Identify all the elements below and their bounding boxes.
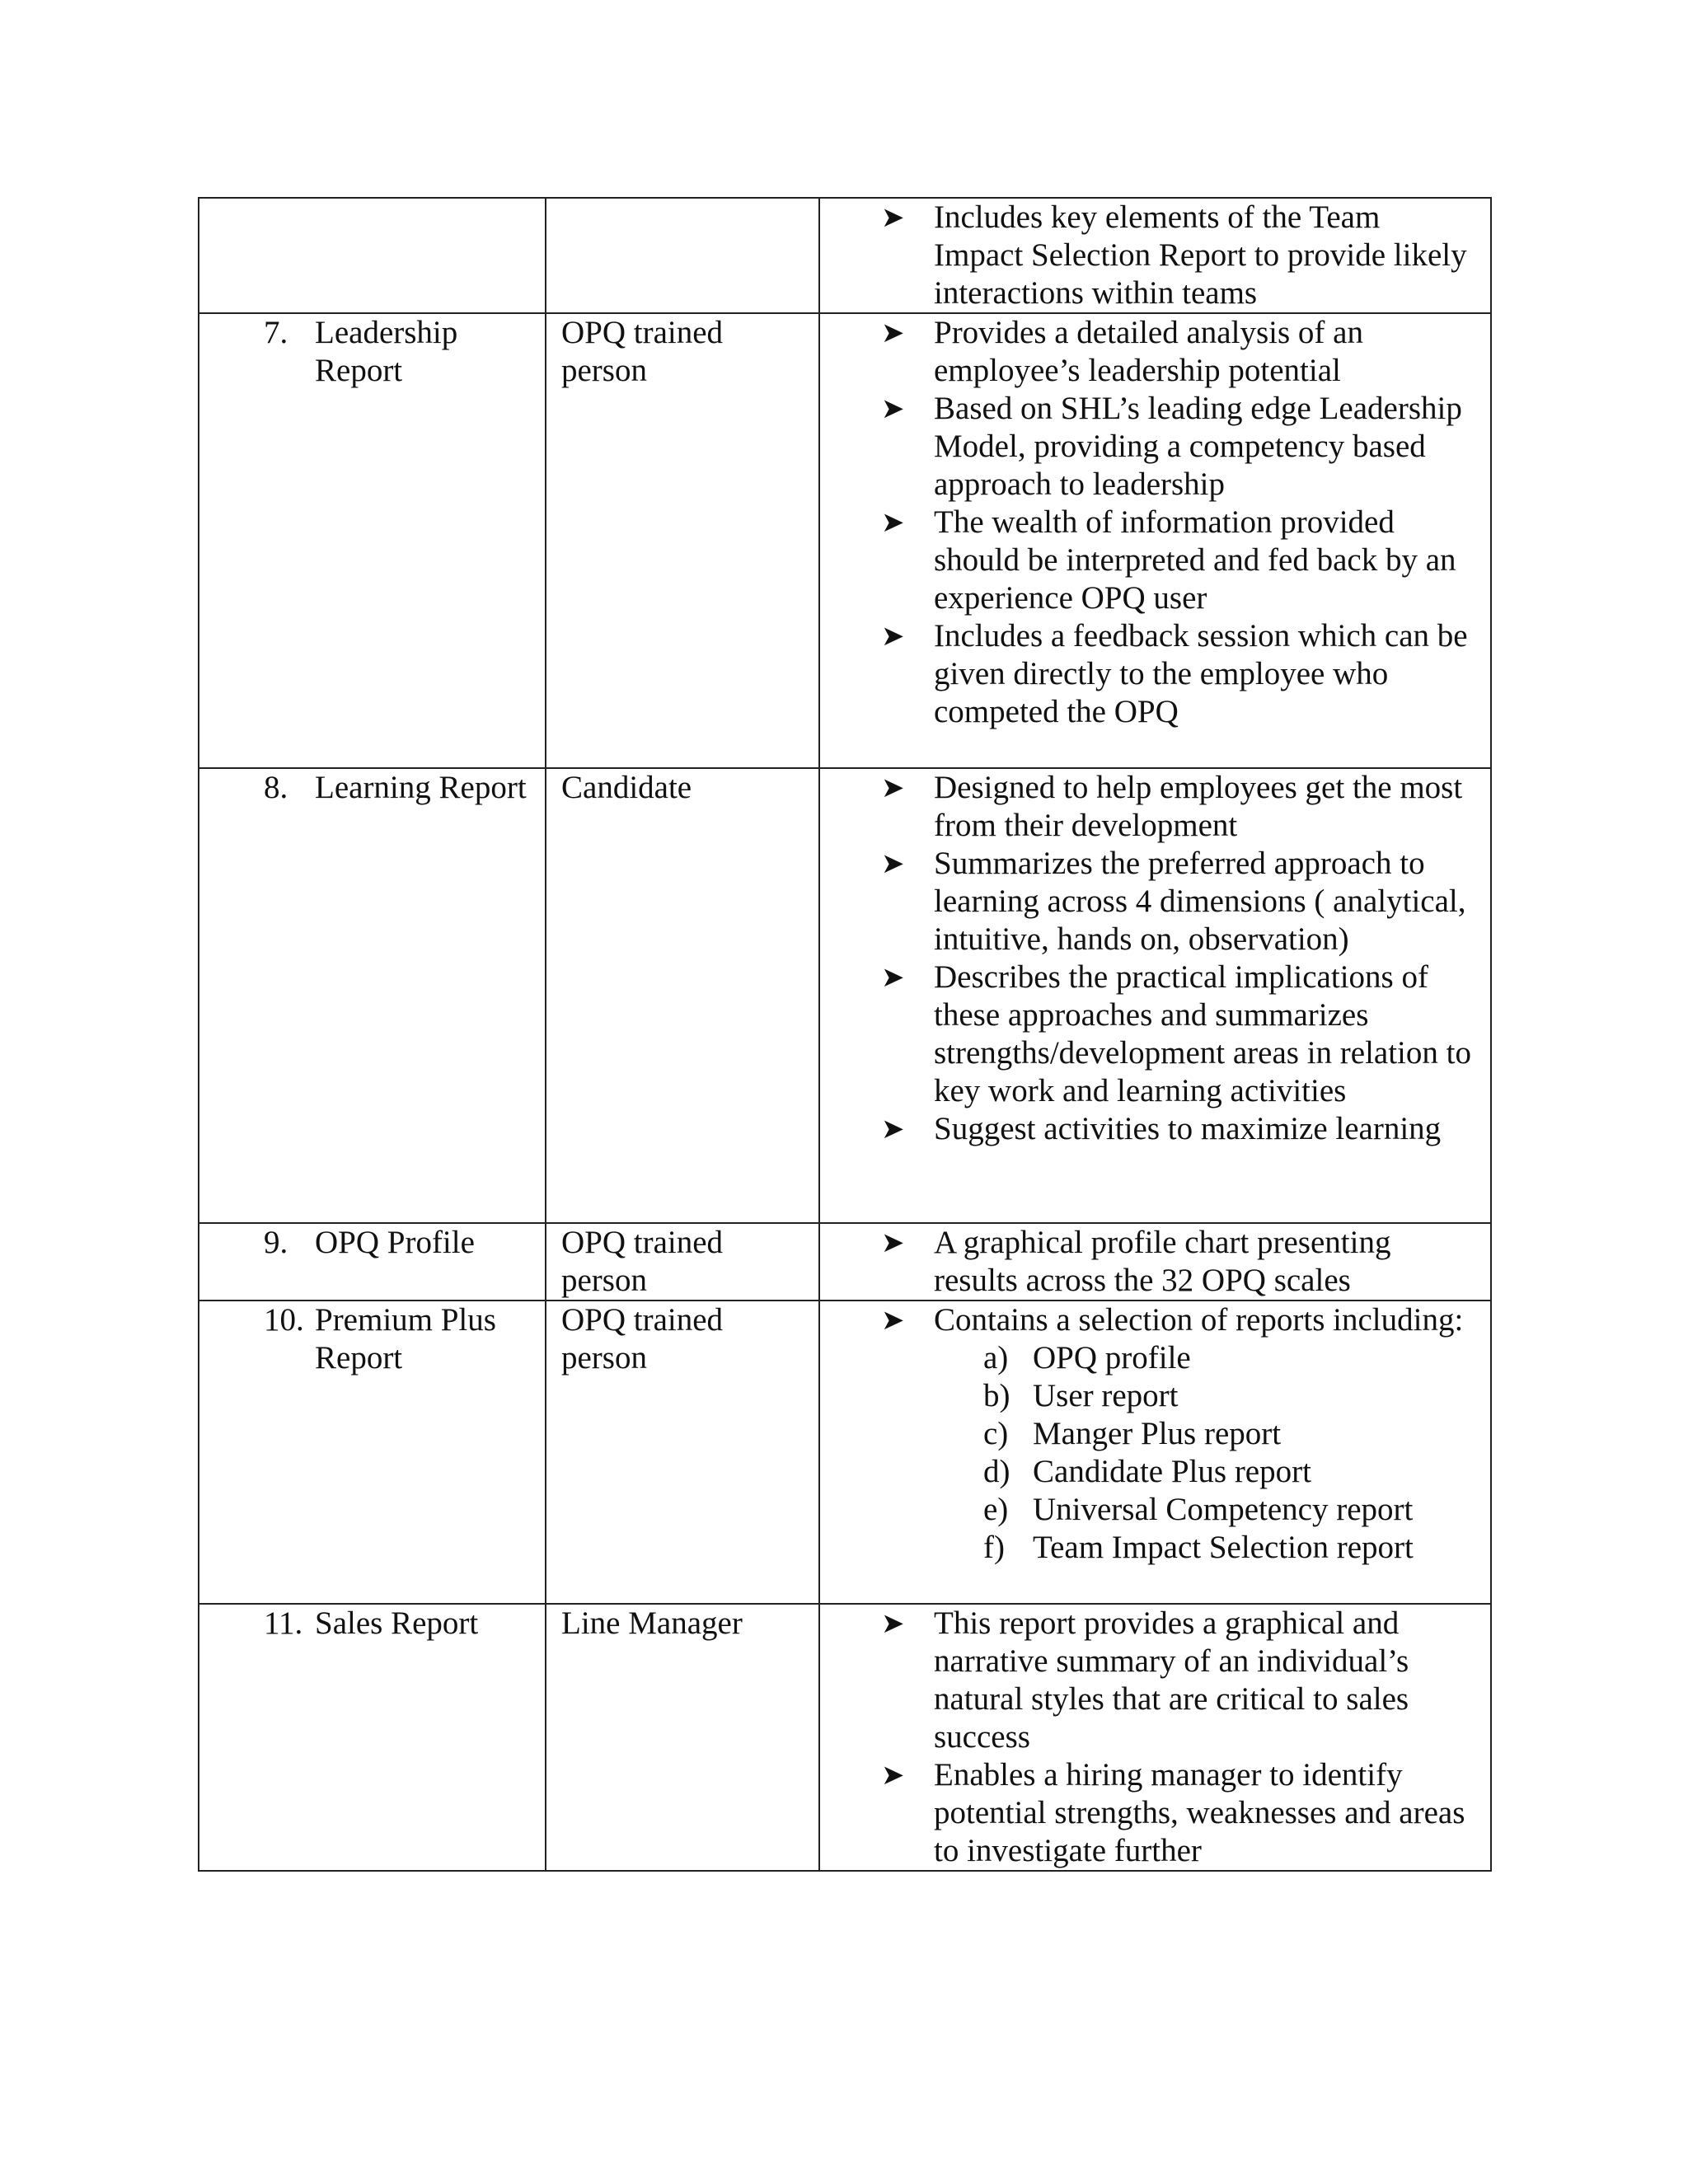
report-name: OPQ Profile: [315, 1225, 475, 1260]
report-name: Leadership Report: [315, 315, 458, 388]
audience: OPQ trained person: [561, 1225, 724, 1298]
description-cell: [819, 1223, 1491, 1301]
table-row: [199, 1301, 1491, 1604]
bullet-text: Designed to help employees get the most from their development: [934, 770, 1463, 843]
audience-cell: [546, 313, 819, 768]
bullet-text: Includes key elements of the Team Impact Selection Report to provide likely interactions within teams: [934, 199, 1467, 311]
audience: OPQ trained person: [561, 315, 724, 388]
description-cell: [819, 768, 1491, 1223]
table-row: [199, 1223, 1491, 1301]
audience-cell: [546, 768, 819, 1223]
list-item: [881, 1605, 1474, 1756]
bullet-list: [820, 199, 1490, 312]
list-item: [881, 199, 1474, 312]
table-row: [199, 198, 1491, 313]
list-letter: d): [983, 1454, 1010, 1489]
bullet-text: Suggest activities to maximize learning: [934, 1111, 1442, 1146]
list-item: [881, 769, 1474, 845]
description-cell: [819, 198, 1491, 313]
list-letter: f): [983, 1530, 1005, 1565]
bullet-text: Contains a selection of reports including:: [934, 1302, 1464, 1338]
list-item: [983, 1529, 1474, 1567]
table-row: [199, 768, 1491, 1223]
list-item: [983, 1453, 1474, 1491]
sub-item-text: Manger Plus report: [1033, 1416, 1282, 1451]
row-number: 10.: [264, 1302, 304, 1338]
arrow-bullet-icon: ➤: [881, 1113, 905, 1146]
sub-item-text: Universal Competency report: [1033, 1492, 1414, 1527]
list-item: [881, 1110, 1474, 1148]
arrow-bullet-icon: ➤: [881, 392, 905, 425]
bullet-text: Describes the practical implications of these approaches and summarizes strengths/development areas in relation to key work and learning activities: [934, 959, 1471, 1108]
bullet-list: [820, 1224, 1490, 1300]
list-item: [881, 1301, 1474, 1567]
report-name-cell: [199, 1301, 546, 1604]
bullet-text: Enables a hiring manager to identify potential strengths, weaknesses and areas to investigate further: [934, 1757, 1465, 1868]
audience-cell: [546, 1223, 819, 1301]
description-cell: [819, 1604, 1491, 1871]
row-number: 7.: [264, 315, 288, 350]
audience-cell: [546, 1301, 819, 1604]
bullet-text: A graphical profile chart presenting results across the 32 OPQ scales: [934, 1225, 1391, 1298]
report-name-cell: [199, 198, 546, 313]
list-item: [881, 1224, 1474, 1300]
row-number: 11.: [264, 1605, 303, 1641]
audience: Candidate: [561, 770, 692, 805]
list-item: [881, 617, 1474, 731]
report-sublist: [934, 1339, 1474, 1567]
bullet-text: This report provides a graphical and narrative summary of an individual’s natural styles that are critical to sales success: [934, 1605, 1409, 1755]
arrow-bullet-icon: ➤: [881, 316, 905, 349]
list-letter: e): [983, 1492, 1009, 1527]
bullet-text: Summarizes the preferred approach to learning across 4 dimensions ( analytical, intuitive, hands on, observation): [934, 846, 1466, 957]
bullet-list: [820, 769, 1490, 1148]
arrow-bullet-icon: ➤: [881, 620, 905, 653]
list-item: [983, 1491, 1474, 1529]
arrow-bullet-icon: ➤: [881, 961, 905, 994]
audience: OPQ trained person: [561, 1302, 724, 1376]
list-item: [983, 1415, 1474, 1453]
list-item: [983, 1377, 1474, 1415]
description-cell: [819, 1301, 1491, 1604]
list-item: [881, 958, 1474, 1110]
sub-item-text: Candidate Plus report: [1033, 1454, 1311, 1489]
list-letter: a): [983, 1340, 1009, 1376]
report-name: Premium Plus Report: [315, 1302, 496, 1376]
description-cell: [819, 313, 1491, 768]
bullet-text: Includes a feedback session which can be given directly to the employee who competed the OPQ: [934, 618, 1468, 729]
audience-cell: [546, 198, 819, 313]
arrow-bullet-icon: ➤: [881, 1226, 905, 1259]
audience: Line Manager: [561, 1605, 743, 1641]
sub-item-text: OPQ profile: [1033, 1340, 1191, 1376]
report-name-cell: [199, 768, 546, 1223]
bullet-list: [820, 314, 1490, 731]
sub-item-text: Team Impact Selection report: [1033, 1530, 1414, 1565]
list-letter: b): [983, 1378, 1010, 1413]
arrow-bullet-icon: ➤: [881, 201, 905, 234]
report-table: [198, 197, 1492, 1872]
list-item: [881, 1756, 1474, 1870]
arrow-bullet-icon: ➤: [881, 1607, 905, 1640]
row-number: 9.: [264, 1225, 288, 1260]
bullet-list: [820, 1301, 1490, 1567]
list-item: [881, 390, 1474, 504]
sub-item-text: User report: [1033, 1378, 1179, 1413]
report-name-cell: [199, 313, 546, 768]
list-letter: c): [983, 1416, 1009, 1451]
report-name: Learning Report: [315, 770, 527, 805]
table-row: [199, 313, 1491, 768]
audience-cell: [546, 1604, 819, 1871]
report-name-cell: [199, 1604, 546, 1871]
list-item: [881, 504, 1474, 617]
bullet-text: Provides a detailed analysis of an employee’s leadership potential: [934, 315, 1363, 388]
arrow-bullet-icon: ➤: [881, 506, 905, 539]
report-name: Sales Report: [315, 1605, 479, 1641]
row-number: 8.: [264, 770, 288, 805]
bullet-text: The wealth of information provided should be interpreted and fed back by an experience OPQ user: [934, 504, 1456, 616]
list-item: [881, 314, 1474, 390]
list-item: [881, 845, 1474, 958]
arrow-bullet-icon: ➤: [881, 1759, 905, 1792]
table-row: [199, 1604, 1491, 1871]
arrow-bullet-icon: ➤: [881, 771, 905, 804]
report-name-cell: [199, 1223, 546, 1301]
list-item: [983, 1339, 1474, 1377]
bullet-list: [820, 1605, 1490, 1870]
bullet-text: Based on SHL’s leading edge Leadership Model, providing a competency based approach to leadership: [934, 391, 1462, 502]
arrow-bullet-icon: ➤: [881, 1304, 905, 1337]
arrow-bullet-icon: ➤: [881, 847, 905, 880]
